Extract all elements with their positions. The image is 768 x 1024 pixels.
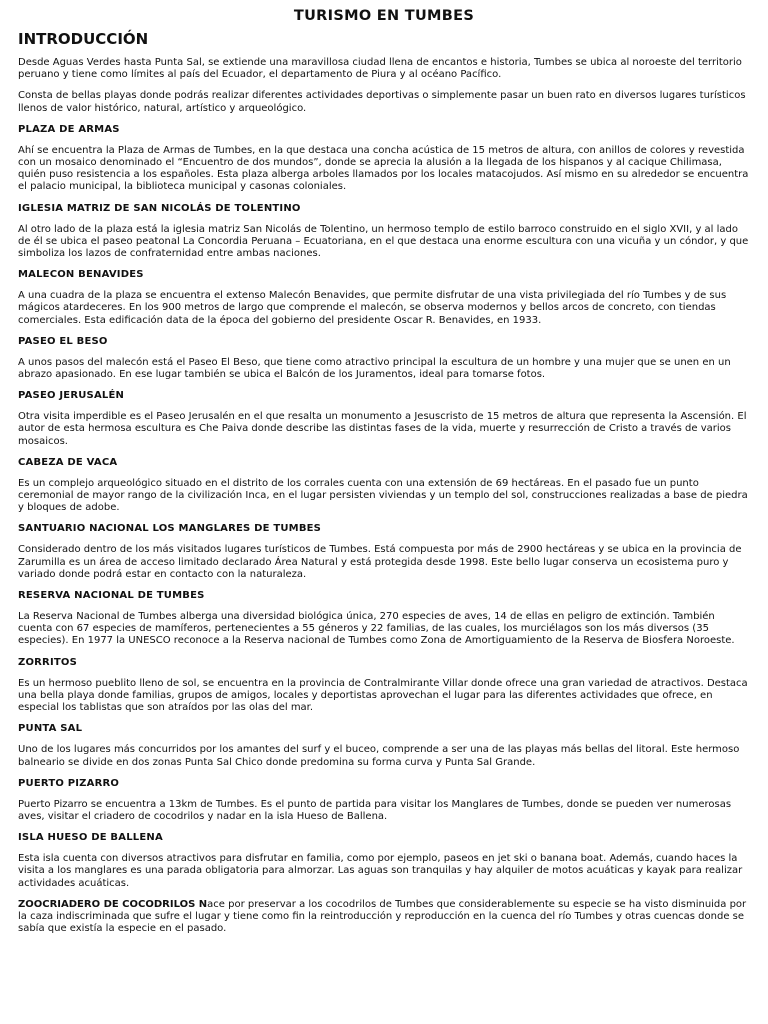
section-heading-zorritos: ZORRITOS — [18, 656, 77, 668]
section-text-isla-hueso-de-ballena: Esta isla cuenta con diversos atractivos para disfrutar en familia, como por ejemplo, paseos en jet ski o banana boat. Además, cuando haces la visita a los manglares es una parada obligatoria para almorzar. Las aguas son tranquilas y hay alquiler de motos acuáticas y kayak para realizar actividades acuáticas. — [18, 853, 743, 889]
section-text-paseo-el-beso: A unos pasos del malecón está el Paseo El Beso, que tiene como atractivo principal la escultura de un hombre y una mujer que se unen en un abrazo apasionado. En ese lugar también se ubica el Balcón de los Juramentos, ideal para tomarse fotos. — [18, 356, 731, 381]
section-text-paseo-jerusalen: Otra visita imperdible es el Paseo Jerusalén en el que resalta un monumento a Jesuscristo de 15 metros de altura que representa la Ascensión. El autor de esta hermosa escultura es Che Paiva donde describe las distintas fases de la vida, muerte y resurrección de Cristo a través de varios mosaicos. — [18, 411, 747, 447]
intro-paragraph-2: Consta de bellas playas donde podrás realizar diferentes actividades deportivas o simplemente pasar un buen rato en diversos lugares turísticos llenos de valor histórico, natural, artístico y arqueológico. — [18, 90, 746, 114]
section-heading-punta-sal: PUNTA SAL — [18, 723, 83, 735]
section-heading-iglesia-matriz: IGLESIA MATRIZ DE SAN NICOLÁS DE TOLENTINO — [18, 202, 301, 214]
section-heading-zoocriadero: ZOOCRIADERO DE COCODRILOS N — [18, 898, 208, 910]
section-text-malecon-benavides: A una cuadra de la plaza se encuentra el extenso Malecón Benavides, que permite disfrutar de una vista privilegiada del río Tumbes y de sus mágicos atardeceres. En los 900 metros de largo que comprende el malecón, se observa modernos y bellos arcos de concreto, con tiendas comerciales. Esta edificación data de la época del gobierno del presidente Oscar R. Benavides, en 1933. — [18, 290, 727, 326]
section-heading-cabeza-de-vaca: CABEZA DE VACA — [18, 456, 118, 468]
intro-heading: INTRODUCCIÓN — [18, 30, 149, 48]
section-heading-santuario-manglares: SANTUARIO NACIONAL LOS MANGLARES DE TUMBES — [18, 523, 322, 535]
section-text-zorritos: Es un hermoso pueblito lleno de sol, se encuentra en la provincia de Contralmirante Villar donde ofrece una gran variedad de atractivos. Destaca una bella playa donde familias, grupos de amigos, locales y deportistas aprovechan el lugar para las diferentes actividades que ofrece, en especial los tablistas que son atraídos por las olas del mar. — [18, 677, 748, 714]
section-text-reserva-nacional: La Reserva Nacional de Tumbes alberga una diversidad biológica única, 270 especies de aves, 14 de ellas en peligro de extinción. También cuenta con 67 especies de mamíferos, pertenecientes a 55 géneros y 22 familias, de las cuales, los murciélagos son los más diversos (35 especies). En 1977 la UNESCO reconoce a la Reserva nacional de Tumbes como Zona de Amortiguamiento de la Reserva de Biosfera Noroeste. — [18, 611, 735, 647]
section-heading-puerto-pizarro: PUERTO PIZARRO — [18, 777, 120, 789]
document-title: TURISMO EN TUMBES — [293, 8, 475, 24]
section-text-cabeza-de-vaca: Es un complejo arqueológico situado en el distrito de los corrales cuenta con una extensión de 69 hectáreas. En el pasado fue un punto ceremonial de mayor rango de la civilización Inca, en el lugar persisten viviendas y un templo del sol, construcciones realizadas a base de piedra y bloques de adobe. — [18, 477, 748, 514]
section-heading-malecon-benavides: MALECON BENAVIDES — [18, 269, 144, 281]
section-heading-paseo-el-beso: PASEO EL BESO — [18, 335, 108, 347]
section-text-puerto-pizarro: Puerto Pizarro se encuentra a 13km de Tumbes. Es el punto de partida para visitar los Manglares de Tumbes, donde se pueden ver numerosas aves, visitar el criadero de cocodrilos y nadar en la isla Hueso de Ballena. — [18, 798, 732, 822]
section-heading-reserva-nacional: RESERVA NACIONAL DE TUMBES — [18, 590, 205, 602]
section-text-plaza-de-armas: Ahí se encuentra la Plaza de Armas de Tumbes, en la que destaca una concha acústica de 15 metros de altura, con anillos de colores y revestida con un mosaico denominado el “Encuentro de dos mundos”, donde se aprecia la alusión a la llegada de los hispanos y al cacique Chilimasa, quién puso resistencia a los españoles. Esta plaza alberga arboles llamados por los locales matacojudos. Así mismo en su alrededor se encuentra el palacio municipal, la biblioteca municipal y casonas coloniales. — [18, 144, 749, 193]
section-heading-isla-hueso-de-ballena: ISLA HUESO DE BALLENA — [18, 832, 163, 844]
intro-paragraph-1: Desde Aguas Verdes hasta Punta Sal, se extiende una maravillosa ciudad llena de encantos e historia, Tumbes se ubica al noroeste del territorio peruano y tiene como límites al país del Ecuador, el departamento de Piura y al océano Pacífico. — [18, 57, 742, 81]
section-zoocriadero — [18, 899, 750, 936]
section-heading-paseo-jerusalen: PASEO JERUSALÉN — [18, 390, 125, 402]
section-heading-plaza-de-armas: PLAZA DE ARMAS — [18, 123, 120, 135]
section-text-zoocriadero: ace por preservar a los cocodrilos de Tumbes que considerablemente su especie se ha visto disminuida por la caza indiscriminada que sufre el lugar y tiene como fin la reintroducción y reproducción en la cuenca del río Tumbes y otras cuencas donde se sabía que existía la especie en el pasado. — [18, 898, 747, 935]
section-text-punta-sal: Uno de los lugares más concurridos por los amantes del surf y el buceo, comprende a ser una de las playas más bellas del litoral. Este hermoso balneario se divide en dos zonas Punta Sal Chico donde predomina su forma curva y Punta Sal Grande. — [18, 744, 740, 768]
section-text-santuario-manglares: Considerado dentro de los más visitados lugares turísticos de Tumbes. Está compuesta por más de 2900 hectáreas y se ubica en la provincia de Zarumilla es un área de acceso limitado declarado Área Natural y está protegida desde 1998. Este bello lugar conserva un ecosistema puro y variado donde podrá estar en contacto con la naturaleza. — [18, 544, 742, 580]
section-text-iglesia-matriz: Al otro lado de la plaza está la iglesia matriz San Nicolás de Tolentino, un hermoso templo de estilo barroco construido en el siglo XVII, y al lado de él se ubica el paseo peatonal La Concordia Peruana – Ecuatoriana, en el que destaca una enorme escultura con una vicuña y un cóndor, y que simboliza los lazos de confraternidad entre ambas naciones. — [18, 223, 749, 260]
